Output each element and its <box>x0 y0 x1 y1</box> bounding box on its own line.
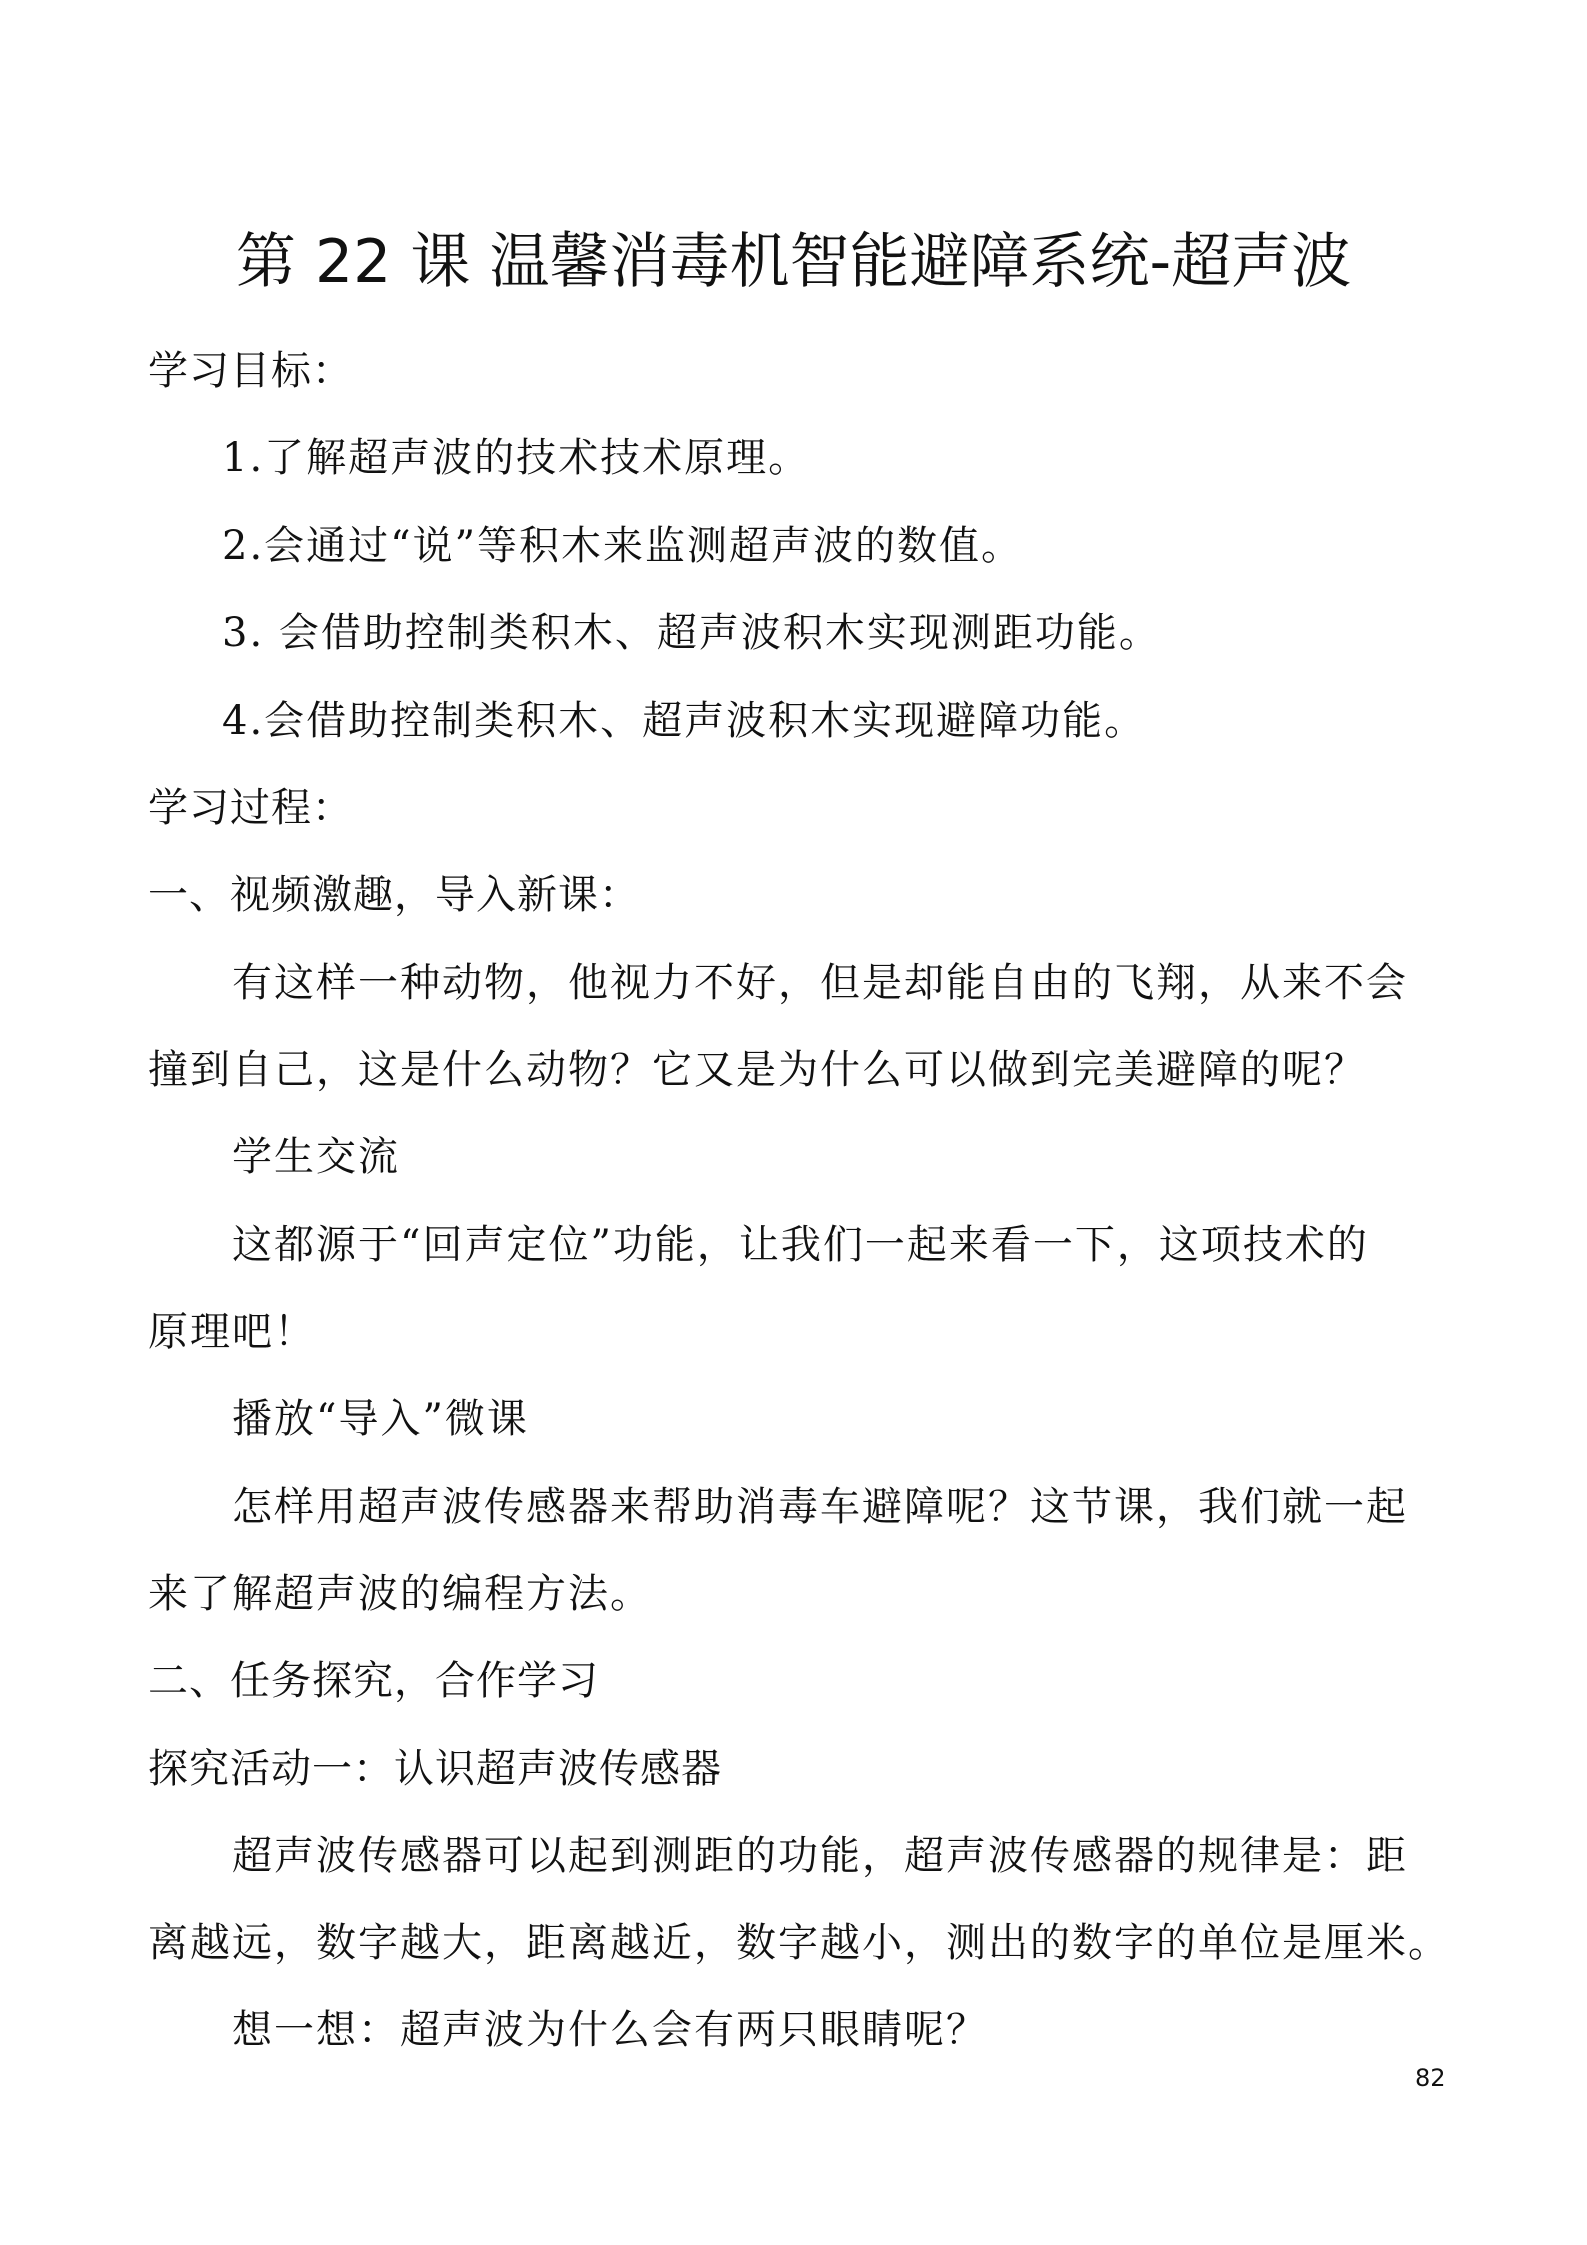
paragraph-line: 撞到自己，这是什么动物？它又是为什么可以做到完美避障的呢？ <box>148 1047 1366 1093</box>
page-number: 82 <box>1415 2064 1446 2092</box>
paragraph-line: 这都源于“回声定位”功能，让我们一起来看一下，这项技术的 <box>232 1222 1369 1268</box>
learning-process-heading: 学习过程： <box>148 785 353 831</box>
paragraph-line: 原理吧！ <box>148 1309 316 1355</box>
learning-objectives-heading: 学习目标： <box>148 348 353 394</box>
paragraph-line: 想一想：超声波为什么会有两只眼睛呢？ <box>232 2007 988 2053</box>
objective-item: 3. 会借助控制类积木、超声波积木实现测距功能。 <box>222 610 1161 656</box>
activity-one-heading: 探究活动一：认识超声波传感器 <box>148 1746 722 1792</box>
paragraph-line: 来了解超声波的编程方法。 <box>148 1571 652 1617</box>
objective-item: 4.会借助控制类积木、超声波积木实现避障功能。 <box>222 698 1147 744</box>
lesson-title: 第 22 课 温馨消毒机智能避障系统-超声波 <box>235 227 1352 297</box>
objective-item: 2.会通过“说”等积木来监测超声波的数值。 <box>222 523 1024 569</box>
section-two-heading: 二、任务探究，合作学习 <box>148 1658 599 1704</box>
paragraph-line: 播放“导入”微课 <box>232 1396 529 1442</box>
paragraph-line: 超声波传感器可以起到测距的功能，超声波传感器的规律是：距 <box>232 1833 1408 1879</box>
section-one-heading: 一、视频激趣，导入新课： <box>148 872 640 918</box>
paragraph-line: 学生交流 <box>232 1134 400 1180</box>
objective-item: 1.了解超声波的技术技术原理。 <box>222 435 811 481</box>
paragraph-line: 离越远，数字越大，距离越近，数字越小，测出的数字的单位是厘米。 <box>148 1920 1450 1966</box>
paragraph-line: 有这样一种动物，他视力不好，但是却能自由的飞翔，从来不会 <box>232 960 1408 1006</box>
paragraph-line: 怎样用超声波传感器来帮助消毒车避障呢？这节课，我们就一起 <box>232 1484 1408 1530</box>
